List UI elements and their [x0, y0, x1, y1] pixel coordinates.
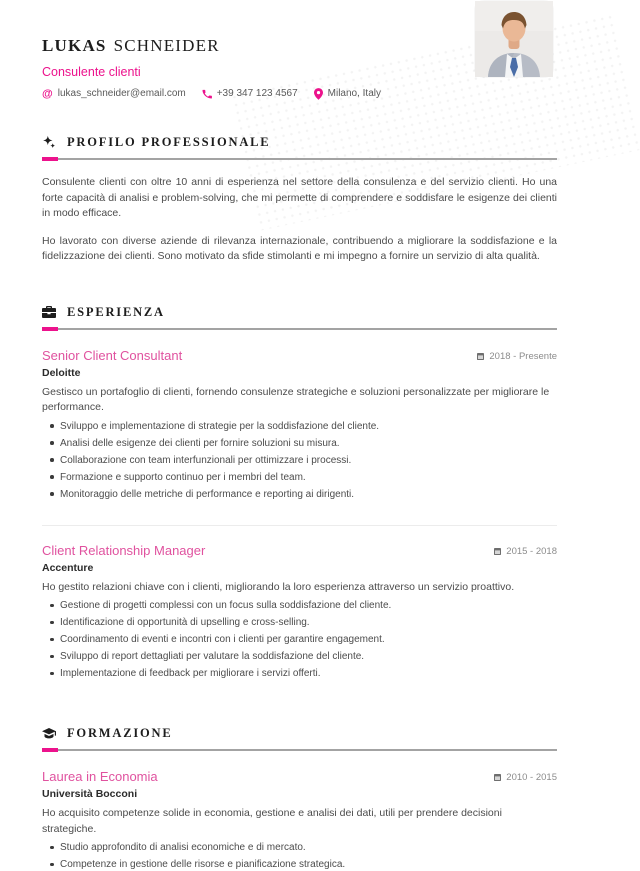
education-description: Ho acquisito competenze solide in economia, gestione e analisi dei dati, utili per prendere decisioni strategiche. [42, 807, 502, 835]
profile-paragraph: Ho lavorato con diverse aziende di rilevanza internazionale, contribuendo a migliorare la soddisfazione e la fidelizzazione dei clienti. Sono motivato da sfide stimolanti e mi impegno a fornire un servizio di alta qualità. [42, 234, 557, 262]
sparkles-icon [42, 135, 56, 149]
profile-section-rule [42, 157, 557, 161]
rule-line [58, 749, 557, 751]
phone-icon [202, 89, 212, 99]
experience-section-title: ESPERIENZA [67, 304, 165, 319]
bullet-item: Sviluppo di report dettagliati per valutare la soddisfazione del cliente. [50, 650, 557, 663]
job-bullet-list [42, 599, 557, 680]
last-name: SCHNEIDER [113, 36, 220, 55]
education-bullet-list [42, 841, 557, 871]
rule-accent-segment [42, 157, 58, 161]
rule-line [58, 328, 557, 330]
location-pin-icon [314, 88, 323, 100]
job-company: Accenture [42, 561, 94, 574]
job-company: Deloitte [42, 366, 81, 379]
profile-photo-illustration [475, 1, 553, 77]
section-profile [42, 135, 557, 265]
profile-paragraph: Consulente clienti con oltre 10 anni di esperienza nel settore della consulenza e del servizio clienti. Ho una forte capacità di analisi e problem-solving, che mi permette di comprendere e soddisfare le esigenze dei clienti in modo efficace. [42, 176, 557, 219]
education-period [494, 772, 557, 783]
job-description: Gestisco un portafoglio di clienti, fornendo consulenze strategiche e soluzioni personalizzate per migliorare le performance. [42, 385, 550, 413]
rule-line [58, 158, 557, 160]
bullet-item: Identificazione di opportunità di upselling e cross-selling. [50, 616, 557, 629]
rule-accent-segment [42, 327, 58, 331]
job-period [494, 546, 557, 557]
job-description: Ho gestito relazioni chiave con i clienti, migliorando la loro esperienza attraverso un servizio proattivo. [42, 580, 515, 593]
first-name: LUKAS [42, 36, 107, 55]
entry-head [42, 348, 557, 363]
school-name: Università Bocconi [42, 788, 138, 800]
job-title: Senior Client Consultant [42, 347, 183, 363]
contact-location-value: Milano, Italy [327, 88, 381, 99]
job-period [477, 351, 557, 362]
entry-head [42, 543, 557, 558]
experience-entry [42, 543, 557, 681]
contact-phone [202, 88, 298, 100]
bullet-item: Studio approfondito di analisi economiche e di mercato. [50, 841, 557, 854]
bullet-item: Competenze in gestione delle risorse e pianificazione strategica. [50, 858, 557, 871]
section-experience [42, 305, 557, 681]
bullet-item: Formazione e supporto continuo per i membri del team. [50, 471, 557, 484]
education-entry [42, 769, 557, 871]
bullet-item: Gestione di progetti complessi con un focus sulla soddisfazione del cliente. [50, 599, 557, 612]
entry-head [42, 769, 557, 784]
education-period-value: 2010 - 2015 [506, 772, 557, 783]
bullet-item: Monitoraggio delle metriche di performance e reporting ai dirigenti. [50, 488, 557, 501]
graduation-cap-icon [42, 728, 56, 739]
contact-email-value: lukas_schneider@email.com [57, 88, 186, 99]
job-title: Client Relationship Manager [42, 542, 206, 558]
at-icon: @ [42, 88, 53, 100]
profile-section-title: PROFILO PROFESSIONALE [67, 135, 271, 149]
calendar-icon [494, 774, 501, 781]
calendar-icon [494, 548, 501, 555]
rule-accent-segment [42, 748, 58, 752]
experience-section-rule [42, 327, 557, 331]
bullet-item: Collaborazione con team interfunzionali per ottimizzare i processi. [50, 454, 557, 467]
experience-entry [42, 348, 557, 501]
profile-section-header [42, 135, 557, 149]
contact-email [42, 88, 186, 100]
degree-title: Laurea in Economia [42, 769, 158, 784]
contact-location [314, 88, 381, 100]
profile-photo [475, 1, 553, 77]
bullet-item: Sviluppo e implementazione di strategie per la soddisfazione del cliente. [50, 420, 557, 433]
bullet-item: Analisi delle esigenze dei clienti per fornire soluzioni su misura. [50, 437, 557, 450]
bullet-item: Implementazione di feedback per migliorare i servizi offerti. [50, 667, 557, 680]
job-bullet-list [42, 420, 557, 501]
candidate-job-title: Consulente clienti [42, 65, 141, 79]
education-section-title: FORMAZIONE [67, 726, 173, 740]
resume-header [42, 0, 557, 100]
experience-section-header [42, 305, 557, 319]
bullet-item: Coordinamento di eventi e incontri con i clienti per garantire engagement. [50, 633, 557, 646]
entry-divider [42, 525, 557, 526]
calendar-icon [477, 353, 484, 360]
job-period-value: 2018 - Presente [489, 350, 557, 362]
briefcase-icon [42, 306, 56, 318]
education-section-header [42, 726, 557, 740]
contact-row [42, 88, 557, 100]
section-education [42, 726, 557, 871]
job-period-value: 2015 - 2018 [506, 545, 557, 557]
education-section-rule [42, 748, 557, 752]
contact-phone-value: +39 347 123 4567 [216, 88, 298, 99]
